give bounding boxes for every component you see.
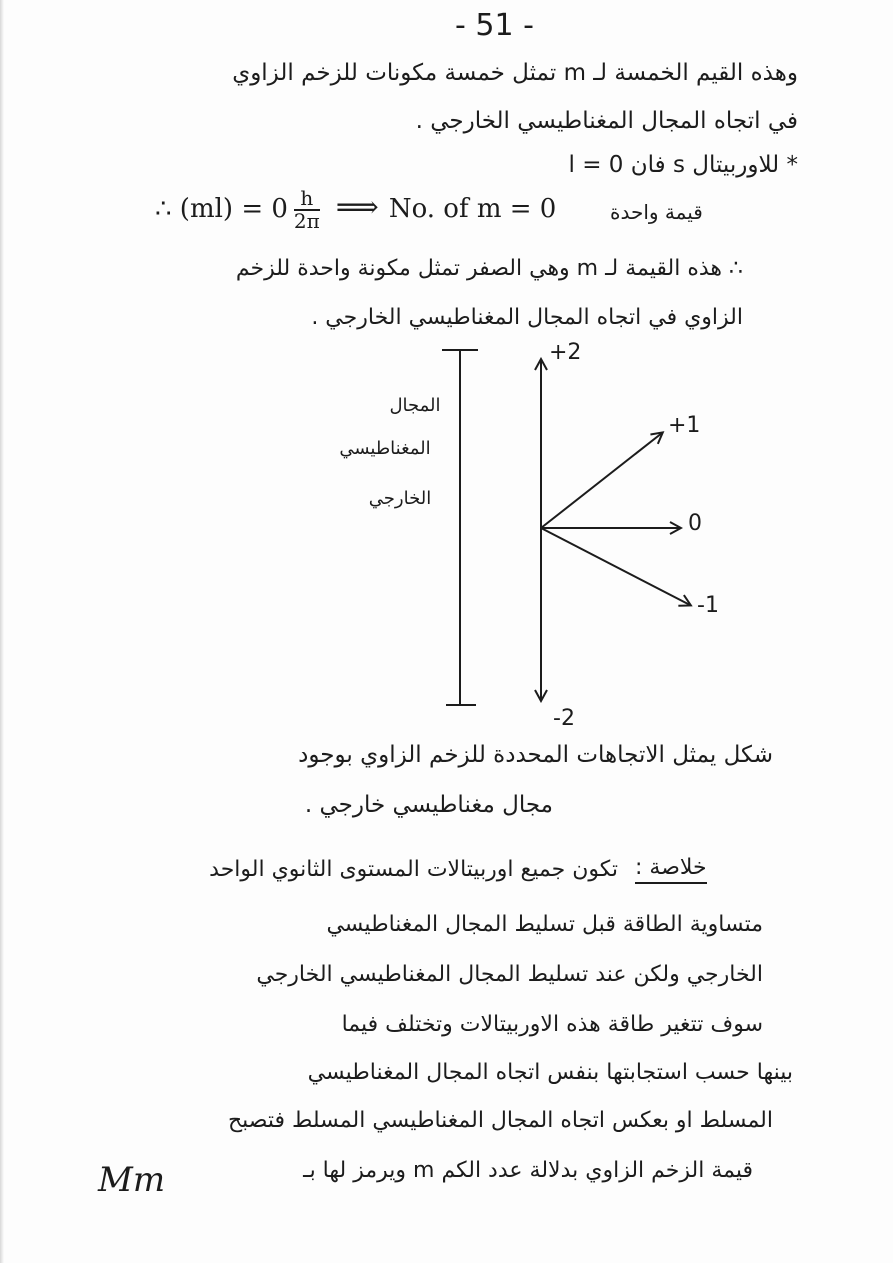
mm-symbol: Mm — [98, 1160, 166, 1200]
tick-minus2: -2 — [553, 706, 575, 731]
summary-title: خلاصة : — [635, 855, 707, 884]
tick-minus1: -1 — [697, 593, 719, 618]
field-label-line1: المجال — [389, 395, 441, 416]
paragraph1-line2: في اتجاه المجال المغناطيسي الخارجي . — [415, 108, 798, 134]
summary-line5: بينها حسب استجابتها بنفس اتجاه المجال المغناطيسي — [307, 1060, 793, 1085]
tick-plus2: +2 — [549, 340, 582, 365]
summary-line1: تكون جميع اوربيتالات المستوى الثانوي الواحد — [209, 857, 618, 882]
summary-line7: قيمة الزخم الزاوي بدلالة عدد الكم m ويرمز لها بـ — [303, 1158, 753, 1183]
arrow-minus1 — [541, 528, 690, 605]
field-label-line2: المغناطيسي — [339, 438, 431, 459]
field-label-line3: الخارجي — [368, 488, 432, 509]
paragraph1-line1: وهذه القيم الخمسة لـ m تمثل خمسة مكونات للزخم الزاوي — [232, 60, 798, 86]
tick-zero: 0 — [688, 511, 702, 536]
summary-line3: الخارجي ولكن عند تسليط المجال المغناطيسي الخارجي — [256, 962, 763, 987]
summary-line4: سوف تتغير طاقة هذه الاوربيتالات وتختلف فيما — [341, 1012, 763, 1037]
page-number: - 51 - — [455, 8, 534, 43]
formula-note: قيمة واحدة — [610, 200, 703, 224]
summary-line2: متساوية الطاقة قبل تسليط المجال المغناطيسي — [326, 912, 763, 937]
tick-plus1: +1 — [668, 413, 701, 438]
caption-line1: شكل يمثل الاتجاهات المحددة للزخم الزاوي بوجود — [298, 742, 773, 768]
arrow-plus1 — [541, 433, 662, 528]
paragraph2-line1: ∴ هذه القيمة لـ m وهي الصفر تمثل مكونة واحدة للزخم — [235, 256, 743, 281]
paragraph2-line2: الزاوي في اتجاه المجال المغناطيسي الخارجي . — [311, 305, 743, 330]
formula-lhs: ∴ (ml) = 0 — [155, 194, 288, 224]
caption-line2: مجال مغناطيسي خارجي . — [304, 792, 553, 818]
formula-numerator: h — [294, 188, 320, 211]
implies-arrow-icon: ⟹ — [335, 190, 379, 225]
s-orbital-heading: * للاوربيتال s فان l = 0 — [568, 152, 798, 178]
summary-line6: المسلط او بعكس اتجاه المجال المغناطيسي المسلط فتصبح — [227, 1108, 773, 1133]
formula-denominator: 2π — [293, 209, 320, 233]
formula-rhs: No. of m = 0 — [388, 194, 557, 224]
